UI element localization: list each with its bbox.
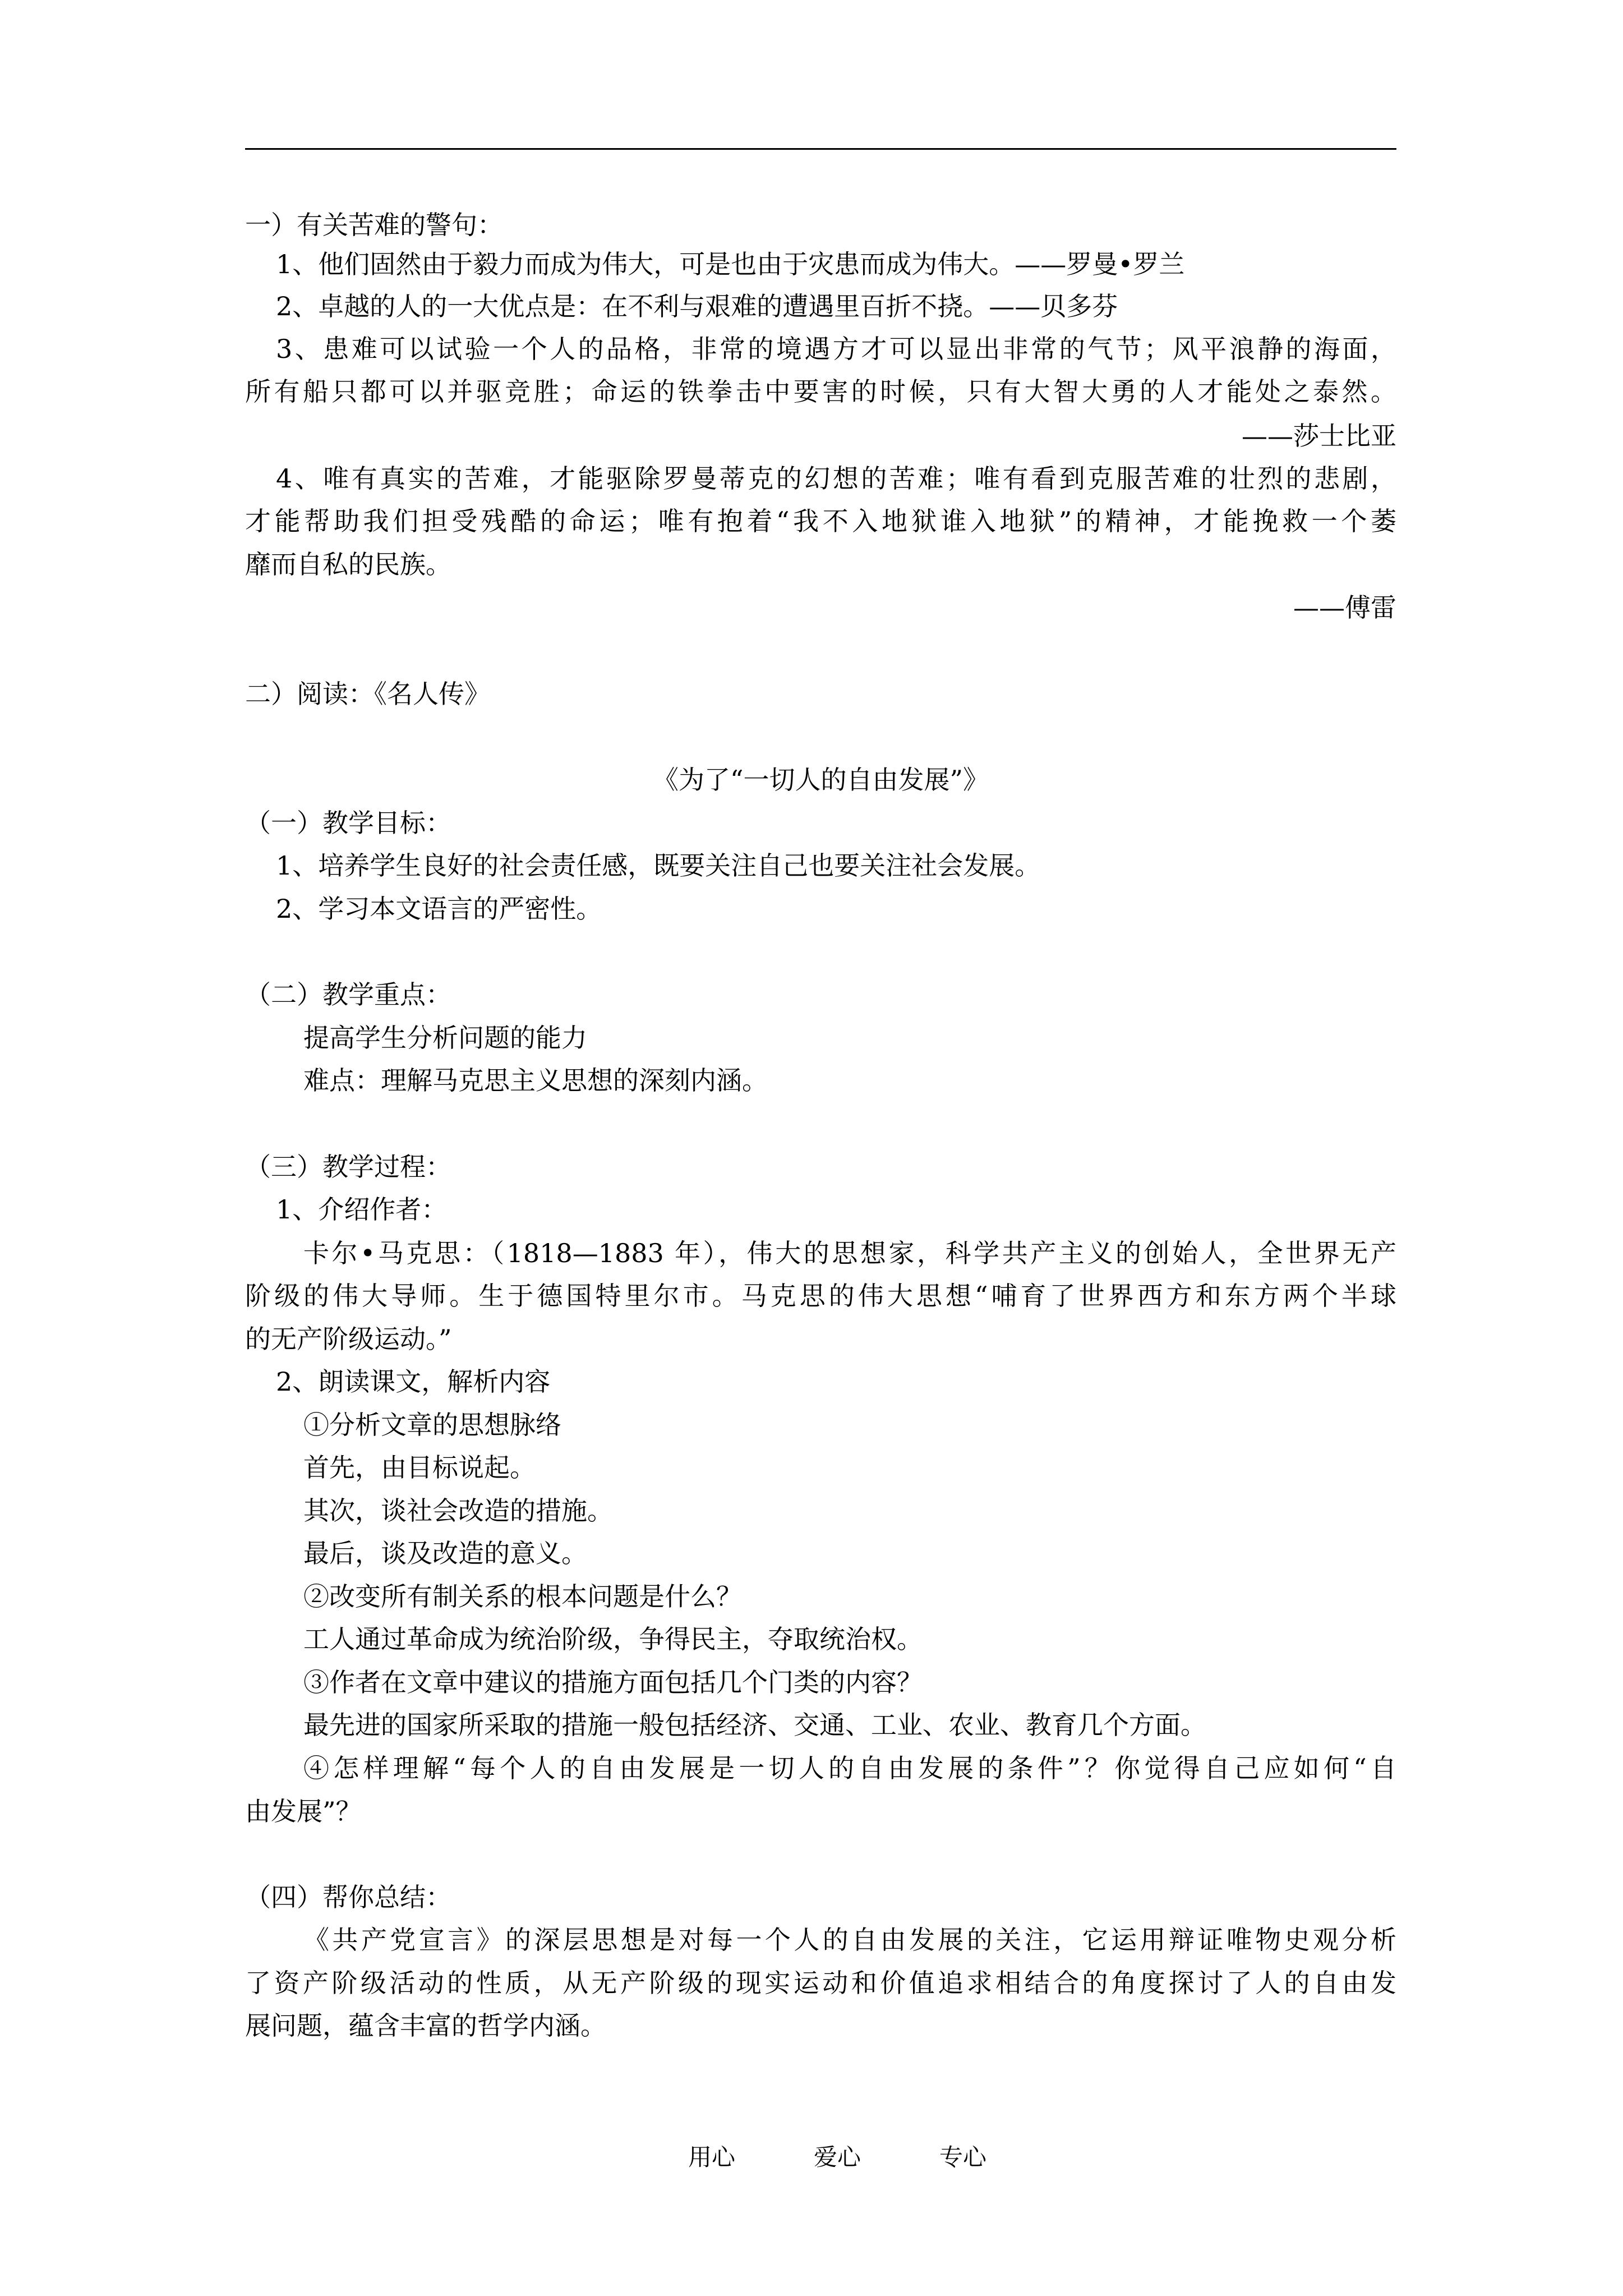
footer-item-3: 专心 xyxy=(939,2143,987,2171)
goal-2: 2、学习本文语言的严密性。 xyxy=(276,894,602,924)
footer-item-2: 爱心 xyxy=(814,2143,861,2171)
difficulty-text: 难点：理解马克思主义思想的深刻内涵。 xyxy=(303,1065,768,1096)
footer-item-1: 用心 xyxy=(688,2143,736,2171)
question-3: ③作者在文章中建议的措施方面包括几个门类的内容？ xyxy=(303,1667,923,1697)
quote-3-line-2: 所有船只都可以并驱竞胜；命运的铁拳击中要害的时候，只有大智大勇的人才能处之泰然。 xyxy=(245,376,1396,407)
answer-1-3: 最后，谈及改造的意义。 xyxy=(303,1538,587,1568)
goal-1: 1、培养学生良好的社会责任感，既要关注自己也要关注社会发展。 xyxy=(276,850,1041,881)
step-1: 1、介绍作者： xyxy=(276,1194,448,1225)
process-heading: （三）教学过程： xyxy=(245,1152,451,1182)
summary-line-1: 《共产党宣言》的深层思想是对每一个人的自由发展的关注，它运用辩证唯物史观分析 xyxy=(303,1925,1396,1955)
quote-4-author: ——傅雷 xyxy=(1293,592,1396,623)
header-rule xyxy=(245,148,1396,150)
question-4-line-1: ④怎样理解“每个人的自由发展是一切人的自由发展的条件”？你觉得自己应如何“自 xyxy=(303,1753,1396,1783)
lesson-title: 《为了“一切人的自由发展”》 xyxy=(652,765,989,795)
page-footer xyxy=(688,2142,986,2173)
focus-heading: （二）教学重点： xyxy=(245,979,451,1010)
quote-4-line-3: 靡而自私的民族。 xyxy=(245,549,451,579)
answer-1-1: 首先，由目标说起。 xyxy=(303,1452,536,1483)
goals-heading: （一）教学目标： xyxy=(245,808,451,838)
quote-3-line-1: 3、患难可以试验一个人的品格，非常的境遇方才可以显出非常的气节；风平浪静的海面， xyxy=(276,334,1396,364)
summary-heading: （四）帮你总结： xyxy=(245,1882,451,1912)
step-2: 2、朗读课文，解析内容 xyxy=(276,1366,551,1397)
quote-3-author: ——莎士比亚 xyxy=(1242,421,1396,451)
quote-2: 2、卓越的人的一大优点是：在不利与艰难的遭遇里百折不挠。——贝多芬 xyxy=(276,291,1118,321)
author-line-1: 卡尔•马克思：（1818—1883 年），伟大的思想家，科学共产主义的创始人，全世界无产 xyxy=(303,1238,1396,1268)
answer-3: 最先进的国家所采取的措施一般包括经济、交通、工业、农业、教育几个方面。 xyxy=(303,1710,1206,1740)
section1-heading: 一）有关苦难的警句： xyxy=(245,210,503,240)
quote-4-line-1: 4、唯有真实的苦难，才能驱除罗曼蒂克的幻想的苦难；唯有看到克服苦难的壮烈的悲剧， xyxy=(276,463,1396,494)
focus-text: 提高学生分析问题的能力 xyxy=(303,1023,587,1053)
question-2: ②改变所有制关系的根本问题是什么？ xyxy=(303,1581,742,1612)
section2-heading: 二）阅读：《名人传》 xyxy=(245,679,490,709)
quote-4-line-2: 才能帮助我们担受残酷的命运；唯有抱着“我不入地狱谁入地狱”的精神，才能挽救一个萎 xyxy=(245,506,1396,536)
summary-line-2: 了资产阶级活动的性质，从无产阶级的现实运动和价值追求相结合的角度探讨了人的自由发 xyxy=(245,1968,1396,1998)
author-line-2: 阶级的伟大导师。生于德国特里尔市。马克思的伟大思想“哺育了世界西方和东方两个半球 xyxy=(245,1281,1396,1311)
question-4-line-2: 由发展”？ xyxy=(245,1796,362,1826)
question-1: ①分析文章的思想脉络 xyxy=(303,1410,561,1440)
summary-line-3: 展问题，蕴含丰富的哲学内涵。 xyxy=(245,2010,606,2041)
quote-1: 1、他们固然由于毅力而成为伟大，可是也由于灾患而成为伟大。——罗曼•罗兰 xyxy=(276,249,1185,279)
answer-2: 工人通过革命成为统治阶级，争得民主，夺取统治权。 xyxy=(303,1624,923,1654)
author-line-3: 的无产阶级运动。” xyxy=(245,1324,452,1354)
answer-1-2: 其次，谈社会改造的措施。 xyxy=(303,1496,613,1526)
